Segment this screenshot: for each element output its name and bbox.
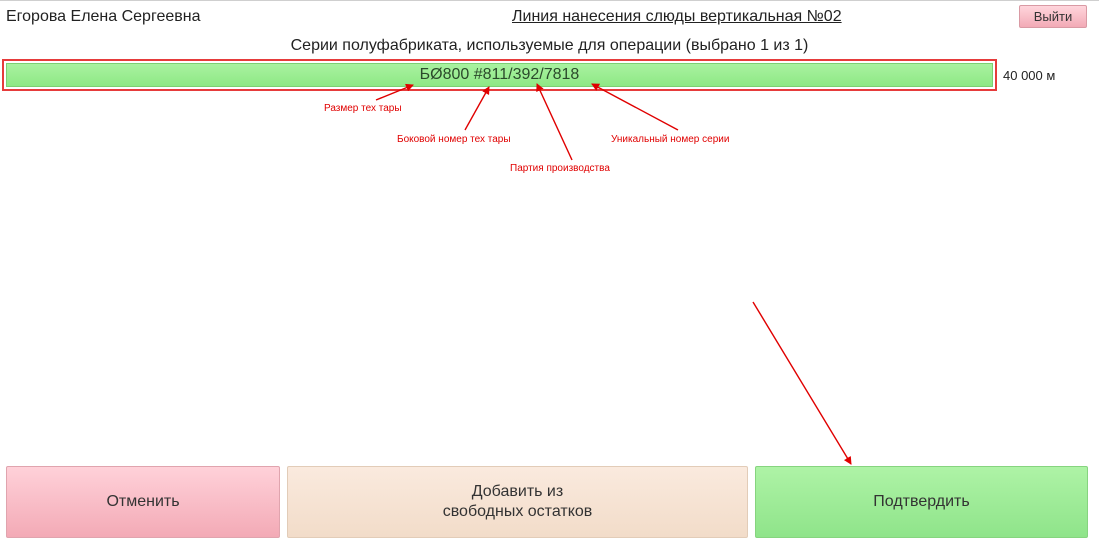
add-from-free-stock-button[interactable] <box>287 466 748 538</box>
arrow-to-confirm <box>753 302 851 464</box>
series-item[interactable]: БØ800 #811/392/7818 <box>6 63 993 87</box>
operation-caption: Серии полуфабриката, используемые для операции (выбрано 1 из 1) <box>290 37 809 54</box>
arrow-container-side-number <box>465 87 489 130</box>
annotation-container-size: Размер тех тары <box>324 103 402 114</box>
annotation-series-unique-number: Уникальный номер серии <box>611 134 730 145</box>
confirm-button[interactable]: Подтвердить <box>755 466 1088 538</box>
user-name: Егорова Елена Сергеевна <box>6 8 201 25</box>
series-highlight-frame <box>2 59 997 91</box>
annotation-container-side-number: Боковой номер тех тары <box>397 134 511 145</box>
arrow-production-batch <box>537 84 572 160</box>
add-button-label-line1: Добавить из <box>471 483 564 500</box>
cancel-button[interactable]: Отменить <box>6 466 280 538</box>
annotation-production-batch: Партия производства <box>510 163 610 174</box>
top-divider <box>0 0 1099 1</box>
add-button-label-line2: свободных остатков <box>442 503 593 520</box>
logout-button[interactable]: Выйти <box>1019 5 1087 28</box>
line-title-link[interactable]: Линия нанесения слюды вертикальная №02 <box>512 8 842 25</box>
series-quantity: 40 000 м <box>1003 68 1056 83</box>
